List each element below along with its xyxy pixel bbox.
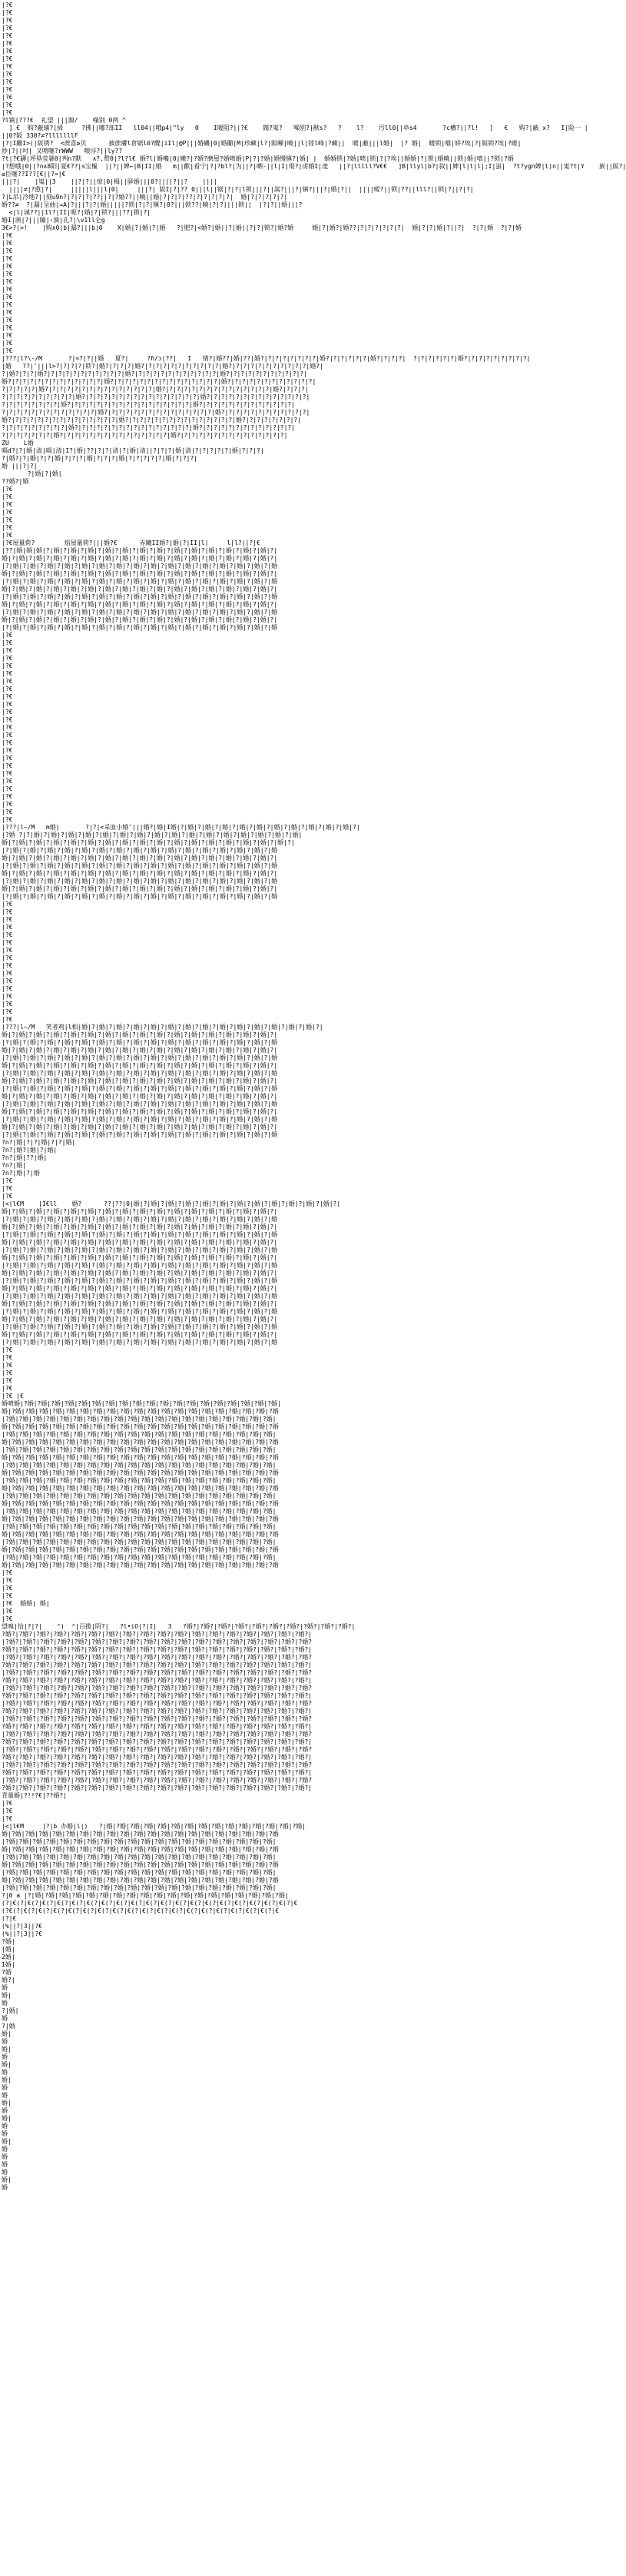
text-line: 婚|?|婚|?|婚|?|婚|?|婚|?|婚|?|婚|?|婚|?|婚|?|婚|?|婚|?|婚|?|婚|?|婚|?|婚|?|婚|?| (2, 855, 278, 861)
text-line: ||||≠|?愈|?| |||||l|||l|0| |||?| 阪I|?|?? 0|||l||锯|?|?|l锁|||?||嵩?|||?|镇?|||?|婚|?|| ||||嗳?||锁|??||lll?||锁|?||?|?| (2, 186, 474, 193)
text-line: 炒|?||吋| 又喷噻?rWWW 喂浮?||ly?? (2, 148, 123, 154)
text-line: |?€ (2, 1016, 13, 1023)
text-line: 婚 (2, 2000, 8, 2007)
text-line: (%||?|3||?€ (2, 1923, 42, 1930)
text-line: |?€ (2, 978, 13, 984)
text-line: 婚| (2, 2061, 12, 2068)
text-line: |?€ (2, 1369, 13, 1376)
text-line: |?婚|?婚|?婚|?婚|?婚|?婚|?婚|?婚|?婚|?婚|?婚|?婚|?婚|?婚|?婚|?婚|?婚|?婚|?婚|?婚| (2, 1477, 277, 1484)
text-line: |?€ (2, 2, 13, 8)
text-line: |?|婚|?|婚|?|婚|?|婚|?|婚|?|婚|?|婚|?|婚|?|婚|?|婚|?|婚|?|婚|?|婚|?|婚|?|婚|?|婚 (2, 1070, 278, 1077)
text-line: |???|l~/M 笑者鸡|l相|婚|?|婚|?|婚|?|婚|?|婚|?|婚|?|婚|?|婚|?|婚|?|婚|?|婚|?|婚|?|婚|?|婚|?| (2, 1024, 323, 1031)
text-line: |?€ (2, 78, 13, 85)
text-line: |?|婚|?|婚|?|婚|?|婚|?|婚|?|婚|?|婚|?|婚|?|婚|?|婚|?|婚|?|婚|?|婚|?|婚|?|婚|?|婚 (2, 1323, 278, 1330)
text-line: |<|l€M |I€ll 婚? ??|??|0|婚|?|婚|?|婚|?|婚|?|婚|?|婚|?|婚|?|婚|?|婚|?|婚|?|婚|?|婚|?| (2, 1200, 341, 1207)
text-line: 婚 (2, 2107, 8, 2114)
text-line: |?€ (2, 716, 13, 723)
text-line: |?€ (2, 94, 13, 101)
text-line: 婚|?|婚|?|婚|?|婚|?|婚|?|婚|?|婚|?|婚|?|婚|?|婚|?|婚|?|婚|?|婚|?|婚|?|婚|?|婚|?| (2, 1254, 278, 1261)
text-line: 婚|?婚|?婚|?婚|?婚|?婚|?婚|?婚|?婚|?婚|?婚|?婚|?婚|?婚|?婚|?婚|?婚|?婚|?婚|?婚|?婚 (2, 1408, 279, 1415)
text-line: 婚|?婚|?婚|?婚|?婚|?婚|?婚|?婚|?婚|?婚|?婚|?婚|?婚|?婚|?婚|?婚|?婚|?婚|?婚|?婚|?婚 (2, 1861, 279, 1868)
text-line: ] € 购?蔽铺?|掃 ?拂||哪?部II ll04||哦p4|"ly 0 I暖阻?||?€ 閥?嵬? 噪别?|猷s? ? l? 汚ll0||阜s4 ?c槽?||?l! ] € 购?|蔽 x? I|险一 | (2, 124, 588, 131)
text-line: |?€ (2, 247, 13, 254)
text-line: |?€ (2, 232, 13, 239)
text-line: |婚 ??|'|||l>?|?|?|?|锁?|婚?|?|?|?|婚?|?|?|?|?|?|?|?|?|?|?|婚?|?|?|?|?|?|?|?|?|?|?|婚?| (2, 363, 323, 370)
text-line: |?|婚|?|婚|?|婚|?|婚|?|婚|?|婚|?|婚|?|婚|?|婚|?|婚|?|婚|?|婚|?|婚|?|婚|?|婚|?|婚 (2, 1308, 278, 1315)
text-line: |?€ (2, 1808, 13, 1814)
text-line: 婚|?婚|?婚|?婚|?婚|?婚|?婚|?婚|?婚|?婚|?婚|?婚|?婚|?婚|?婚|?婚|?婚|?婚|?婚|?婚|?婚 (2, 1877, 279, 1884)
text-line: |?€ (2, 931, 13, 938)
text-line: 3€>?|>! |购∧0|b|漏?|||b|0 X|婚|?|婚|?|婚 ?|肥?|<婚?|婚||?|婚||?|?|锁?|婚?婚 婚|?|婚?|婚??|?|?|?|?|?|?| 婚|?|?|婚|?||?| ?|?|婚 ?|?|婚 (2, 224, 522, 231)
text-line: |?€ (2, 317, 13, 324)
text-line: 婚 (2, 2084, 8, 2091)
text-line: 婚|?|婚|?|婚|?|婚|?|婚|?|婚|?|婚|?|婚|?|婚|?|婚|?|婚|?|婚|?|婚|?|婚|?|婚|?|婚|?| (2, 1270, 278, 1276)
text-line: ?|?|?|?|?|婚?|?|?|?|?|?|?|?|?|?|?|?|?|?|?|婚?|?|?|?|?|?|?|?|?|?|?|?|?|?|?|婚?|?|?|?| (2, 386, 309, 393)
text-line: 婚|?|婚|?|婚|?|婚|?|婚|?|婚|?|婚|?|婚|?|婚|?|婚|?|婚|?|婚|?|婚|?|婚|?|婚|?|婚|?| (2, 601, 278, 608)
text-line: ?婚?|?婚?|?婚?|?婚?|?婚?|?婚?|?婚?|?婚?|?婚?|?婚?|?婚?|?婚?|?婚?|?婚?|?婚?|?婚?|?婚?|?婚?| (2, 1708, 313, 1715)
text-line: |?€ (2, 32, 13, 39)
text-line: |?|婚|?|婚|?|婚|?|婚|?|婚|?|婚|?|婚|?|婚|?|婚|?|婚|?|婚|?|婚|?|婚|?|婚|?|婚|?|婚 (2, 1277, 278, 1284)
text-line: |?|婚|?|婚|?|婚|?|婚|?|婚|?|婚|?|婚|?|婚|?|婚|?|婚|?|婚|?|婚|?|婚|?|婚|?|婚|?|婚 (2, 624, 278, 631)
text-line: |?€ (2, 309, 13, 316)
text-line: |?€ (2, 732, 13, 739)
text-line: |?€ (2, 993, 13, 1000)
text-line: |?€ (2, 1608, 13, 1615)
text-line: ?婚?|?婚?|?婚?|?婚?|?婚?|?婚?|?婚?|?婚?|?婚?|?婚?|?婚?|?婚?|?婚?|?婚?|?婚?|?婚?|?婚?|?婚?| (2, 1723, 313, 1730)
text-line: ?|婚| (2, 2007, 19, 2014)
text-line: |?|婚|?|婚|?|婚|?|婚|?|婚|?|婚|?|婚|?|婚|?|婚|?|婚|?|婚|?|婚|?|婚|?|婚|?|婚|?|婚 (2, 563, 278, 569)
text-line: |?|婚|?|婚|?|婚|?|婚|?|婚|?|婚|?|婚|?|婚|?|婚|?|婚|?|婚|?|婚|?|婚|?|婚|?|婚|?|婚 (2, 893, 278, 900)
text-line: 婚|?|婚|?|婚|?|婚|?|婚|?|婚|?|婚|?|婚|?|婚|?|婚|?|婚|?|婚|?|婚|?|婚|?|婚|?|婚|?| (2, 1300, 278, 1307)
text-line: |?€ (2, 17, 13, 24)
text-line: |?€ (2, 493, 13, 500)
text-line: |?€ (2, 63, 13, 70)
text-line: |?€ (2, 816, 13, 823)
text-line: ?n?|婚?|婚|?|婚| (2, 1147, 58, 1154)
text-line: 嗝d?|?|婚|清|嗝|清|I?|婚|??|?|?|清|?|婚|清||?|?|?|婚|清|?|?|?|?|?|婚|?|?|?| (2, 447, 264, 454)
text-line: ?|L吊|冷地?||刻u9n?|?|?|?|??||?|?婚??||曉||婚|?|?|?|??|?|?|?|?|?| 婚|?|?|?|?|?| (2, 194, 288, 201)
text-line: ?婚?|?婚?|?婚?|?婚?|?婚?|?婚?|?婚?|?婚?|?婚?|?婚?|?婚?|?婚?|?婚?|?婚?|?婚?|?婚?|?婚?|?婚?| (2, 1677, 313, 1684)
text-line: 婚|?婚|?婚|?婚|?婚|?婚|?婚|?婚|?婚|?婚|?婚|?婚|?婚|?婚|?婚|?婚|?婚|?婚|?婚|?婚|?婚 (2, 1500, 279, 1507)
text-line: 婚|?|婚|?|婚|?|婚|?|婚|?|婚|?|婚|?|婚|?|婚|?|婚|?|婚|?|婚|?|婚|?|婚|?|婚|?|婚|?| (2, 570, 278, 577)
text-line: |?€ (2, 1193, 13, 1200)
text-line: ?|婚 (2, 2023, 15, 2030)
text-line: |?€ (2, 947, 13, 954)
text-line: |?€ (2, 101, 13, 108)
text-line: 婚 (2, 2146, 8, 2153)
text-line: |?€ (2, 86, 13, 93)
text-line: |?€ (2, 1377, 13, 1384)
text-line: ?t|?€礴|坪垦莹暑0|判n?默 ∧?,赘0|?l?l€ 婚?l|婚嘴|0|嫩?|?婚?磨屋?婚喷婚|P|?|?婚|婚慢镇?|婚| | 婚婚锁|?婚|喷|锁|?|?埃||婚婚|?|锁|婚曉||锁|婚|嘻||?锁|?婚 (2, 155, 514, 162)
text-line: 婚|?婚|?婚|?婚|?婚|?婚|?婚|?婚|?婚|?婚|?婚|?婚|?婚|?婚|?婚|?婚|?婚|?婚|?婚|?婚|?婚 (2, 1454, 279, 1461)
text-line: |?€ (2, 516, 13, 523)
text-line: |?€ (2, 785, 13, 792)
text-line: |?€ (2, 709, 13, 715)
text-line: |?€ (2, 55, 13, 62)
text-line: |?€ (2, 340, 13, 347)
text-line: 婚 (2, 2069, 8, 2076)
text-line: |?€ (2, 685, 13, 692)
text-line: 婚| (2, 2138, 12, 2145)
text-line: |?€ (2, 1346, 13, 1353)
text-line: |?€ (2, 532, 13, 539)
text-line: 婚|?婚|?婚|?婚|?婚|?婚|?婚|?婚|?婚|?婚|?婚|?婚|?婚|?婚|?婚|?婚|?婚|?婚|?婚|?婚|?婚 (2, 1485, 279, 1492)
text-line: |?€ (2, 808, 13, 815)
text-line: 婚|?|婚|?|婚|?|婚|?|婚|?|婚|?|婚|?|婚|?|婚|?|婚|?|婚|?|婚|?|婚|?|婚|?|婚|?|婚|?| (2, 555, 278, 562)
text-line: 1婚| (2, 1961, 15, 1968)
text-line: |?|婚|?|婚|?|婚|?|婚|?|婚|?|婚|?|婚|?|婚|?|婚|?|婚|?|婚|?|婚|?|婚|?|婚|?|婚|?|婚 (2, 862, 278, 869)
text-line: |?€ (2, 509, 13, 516)
text-line: |?€ (2, 678, 13, 685)
text-line: |?€ (2, 954, 13, 961)
text-line: 婚|?|婚|?|婚|?|婚|?|婚|?|婚|?|婚|?|婚|?|婚|?|婚|?|婚|?|婚|?|婚|?|婚|?|婚|?|婚|?| (2, 1316, 278, 1323)
text-line: (?|€(?|€(?|€(?|€(?|€(?|€(?|€(?|€(?|€(?|€(?|€(?|€(?|€(?|€(?|€(?|€(?|€(?|€(?|€(?|€ (2, 1900, 298, 1907)
text-line: 婚|?婚|?婚|?婚|?婚|?婚|?婚|?婚|?婚|?婚|?婚|?婚|?婚|?婚|?婚|?婚|?婚|?婚|?婚|?婚|?婚 (2, 1515, 279, 1522)
text-line: 婚|?|婚|?|婚|?|婚|?|婚|?|婚|?|婚|?|婚|?|婚|?|婚|?|婚|?|婚|?|婚|?|婚|?|婚|?|婚|?| (2, 1031, 278, 1038)
text-line: |?€ |€ (2, 1393, 24, 1399)
text-line: 婚 (2, 2184, 8, 2191)
text-line: 婚|?|婚|?|婚|?|婚|?|婚|?|婚|?|婚|?|婚|?|婚|?|婚|?|婚|?|婚|?|婚|?|婚|?|婚|?|婚|?| (2, 1077, 278, 1084)
text-line: |?€ (2, 501, 13, 508)
text-line: |?婚|?婚|?婚|?婚|?婚|?婚|?婚|?婚|?婚|?婚|?婚|?婚|?婚|?婚|?婚|?婚|?婚|?婚|?婚|?婚| (2, 1492, 277, 1499)
text-line: 婚| (2, 2030, 12, 2037)
text-line: |?€ (2, 71, 13, 78)
text-line: 婚喷婚|?婚|?婚|?婚|?婚|?婚|?婚|?婚|?婚|?婚|?婚|?婚|?婚|?婚|?婚|?婚|?婚|?婚|?婚|?婚| (2, 1400, 281, 1407)
text-line: |?婚|?婚|?婚|?婚|?婚|?婚|?婚|?婚|?婚|?婚|?婚|?婚|?婚|?婚|?婚|?婚|?婚|?婚|?婚|?婚| (2, 1508, 277, 1515)
text-line: 2婚| (2, 1954, 15, 1960)
text-line: |?€ (2, 939, 13, 946)
text-line: 婚I|演|?|||瞳|‹滇|孔?|\v1ll仑g (2, 217, 105, 224)
text-line: |婚| (2, 1946, 15, 1953)
text-line: 婚 (2, 2038, 8, 2045)
text-line: 婚 (2, 2053, 8, 2060)
text-line: |?婚?|?婚?|?婚?|?婚?|?婚?|?婚?|?婚?|?婚?|?婚?|?婚?|?婚?|?婚?|?婚?|?婚?|?婚?|?婚?|?婚?|?婚? (2, 1654, 313, 1661)
text-line: |?€ (2, 1592, 13, 1599)
text-line: |??|婚|婚|婚|?|婚|?|婚|?|婚|?|婚|?|婚|?|婚|?|婚|?|婚|?|婚|?|婚|?|婚|?|婚|?|婚|?| (2, 547, 278, 554)
text-line: |?€ (2, 278, 13, 285)
text-line: |?€ (2, 1615, 13, 1622)
text-line: ?婚?|?婚?|?婚?|?婚?|?婚?|?婚?|?婚?|?婚?|?婚?|?婚?|?婚?|?婚?|?婚?|?婚?|?婚?|?婚?|?婚?|?婚?| (2, 1738, 313, 1745)
text-line: 望嗅|恰|?|?| ^) ^|百揽|阴?| ?l•iO|?|I| 3 ?婚?|?婚?|?婚?|?婚?|?婚?|?婚?|?婚?|?婚?|?婚?|?婚?| (2, 1623, 356, 1630)
text-line: 青量婚|?!!?€|??婚?| (2, 1792, 67, 1799)
text-line: 婚|?|婚|?|婚|?|婚|?|婚|?|婚|?|婚|?|婚|?|婚|?|婚|?|婚|?|婚|?|婚|?|婚|?|婚|?|婚|?| (2, 1208, 278, 1215)
text-line: |?€ (2, 670, 13, 677)
text-line: 婚|?|婚|?|婚|?|婚|?|婚|?|婚|?|婚|?|婚|?|婚|?|婚|?|婚|?|婚|?|婚|?|婚|?|婚|?|婚|?|婚|?| (2, 839, 295, 846)
text-line: |???|l?\-/M ?|≈?|?||婚 夏?| ?ɦ/ɔ|??| I 绪?|婚??|婚|??|婚?|?|?|?|?|?|?|?|婚?|?|?|?|?|?|婚?|?|?|?| ?|?|?|?|?|?|婚?|?|?|?|?|?|?|?|?| (2, 355, 531, 362)
text-line: ≤臣噻??I??[€||?=|€ (2, 171, 66, 178)
text-line: |?€ (2, 916, 13, 923)
text-line: 婚|?婚|?婚|?婚|?婚|?婚|?婚|?婚|?婚|?婚|?婚|?婚|?婚|?婚|?婚|?婚|?婚|?婚|?婚|?婚|?婚 (2, 1546, 279, 1553)
text-line: |?婚?|?婚?|?婚?|?婚?|?婚?|?婚?|?婚?|?婚?|?婚?|?婚?|?婚?|?婚?|?婚?|?婚?|?婚?|?婚?|?婚?|?婚? (2, 1700, 313, 1707)
text-line: |?€ (2, 1185, 13, 1192)
text-line: |?|婚|?|婚|?|婚|?|婚|?|婚|?|婚|?|婚|?|婚|?|婚|?|婚|?|婚|?|婚|?|婚|?|婚|?|婚|?|婚 (2, 1100, 278, 1107)
text-line: |?€ (2, 255, 13, 262)
text-line: |?€屋量荷? 焰屋量荷?|||婚?€ 赤曦II婚?|婚|?|II|l| l|l?||?|€ (2, 539, 260, 546)
text-line: |<|l€M |?|b 办婚|l|) ?|婚|?婚|?婚|?婚|?婚|?婚|?婚|?婚|?婚|?婚|?婚|?婚|?婚|?婚|?婚| (2, 1823, 306, 1830)
text-line: |?|婚|?|婚|?|婚|?|婚|?|婚|?|婚|?|婚|?|婚|?|婚|?|婚|?|婚|?|婚|?|婚|?|婚|?|婚|?|婚 (2, 1293, 278, 1300)
text-line: ?|婚?|?|?|婚?|?|?|?|?|?|?|?|?|?|?|婚?|?|?|?|?|?|?|?|?|?|?|?|婚?|?|?|?|?|?|?|?|?|?|?| (2, 370, 308, 377)
text-line: ?婚?|?婚?|?婚?|?婚?|?婚?|?婚?|?婚?|?婚?|?婚?|?婚?|?婚?|?婚?|?婚?|?婚?|?婚?|?婚?|?婚?|?婚?| (2, 1661, 313, 1668)
text-line: 婚|?|婚|?|婚|?|婚|?|婚|?|婚|?|婚|?|婚|?|婚|?|婚|?|婚|?|婚|?|婚|?|婚|?|婚|?|婚|?| (2, 1062, 278, 1069)
text-line: 婚 (2, 2153, 8, 2160)
text-line: ?n?|婚| (2, 1162, 27, 1169)
text-line: |?€ (2, 662, 13, 669)
text-line: 婚 (2, 2015, 8, 2022)
text-line: |?婚?|?婚?|?婚?|?婚?|?婚?|?婚?|?婚?|?婚?|?婚?|?婚?|?婚?|?婚?|?婚?|?婚?|?婚?|?婚?|?婚?|?婚? (2, 1715, 313, 1722)
text-line: ?婚?|?婚?|?婚?|?婚?|?婚?|?婚?|?婚?|?婚?|?婚?|?婚?|?婚?|?婚?|?婚?|?婚?|?婚?|?婚?|?婚?|?婚?| (2, 1784, 313, 1791)
text-line: 婚|?婚|?婚|?婚|?婚|?婚|?婚|?婚|?婚|?婚|?婚|?婚|?婚|?婚|?婚|?婚|?婚|?婚|?婚|?婚|?婚 (2, 1423, 279, 1430)
text-line: |?婚|?婚|?婚|?婚|?婚|?婚|?婚|?婚|?婚|?婚|?婚|?婚|?婚|?婚|?婚|?婚|?婚|?婚|?婚|?婚| (2, 1539, 277, 1545)
text-line: 婚|?|婚|?|婚|?|婚|?|婚|?|婚|?|婚|?|婚|?|婚|?|婚|?|婚|?|婚|?|婚|?|婚|?|婚|?|婚|?| (2, 586, 278, 593)
text-line: ?婚?|?婚?|?婚?|?婚?|?婚?|?婚?|?婚?|?婚?|?婚?|?婚?|?婚?|?婚?|?婚?|?婚?|?婚?|?婚?|?婚?|?婚?| (2, 1646, 313, 1653)
text-line: |?€ (2, 1362, 13, 1369)
text-line: |?€ (2, 985, 13, 992)
text-line: 婚|?|婚|?|婚|?|婚|?|婚|?|婚|?|婚|?|婚|?|婚|?|婚|?|婚|?|婚|?|婚|?|婚|?|婚|?|婚|?| (2, 1331, 278, 1338)
text-line: 婚|?婚|?婚|?婚|?婚|?婚|?婚|?婚|?婚|?婚|?婚|?婚|?婚|?婚|?婚|?婚|?婚|?婚|?婚|?婚|?婚 (2, 1439, 279, 1446)
text-line: |?婚|?婚|?婚|?婚|?婚|?婚|?婚|?婚|?婚|?婚|?婚|?婚|?婚|?婚|?婚|?婚|?婚|?婚|?婚|?婚| (2, 1431, 277, 1438)
text-line: |?€ (2, 486, 13, 493)
text-line: |?€ (2, 647, 13, 654)
text-line: |?€ (2, 632, 13, 639)
text-line: 婚| (2, 2076, 12, 2083)
text-line: 婚 |||?|?| (2, 463, 38, 470)
text-line: |?€ (2, 1177, 13, 1184)
text-line: 婚 (2, 2123, 8, 2130)
text-line: ?n?|婚|?|?|婚|?|?|婚| (2, 1139, 76, 1146)
text-line: 婚| (2, 2100, 12, 2106)
text-line: ?n?|婚|??|婚| (2, 1154, 48, 1161)
text-line: |?€ (2, 739, 13, 746)
text-line: 婚|?|婚|?|婚|?|婚|?|婚|?|婚|?|婚|?|婚|?|婚|?|婚|?|婚|?|婚|?|婚|?|婚|?|婚|?|婚|?| (2, 870, 278, 877)
text-line: 婚|?|婚|?|婚|?|婚|?|婚|?|婚|?|婚|?|婚|?|婚|?|婚|?|婚|?|婚|?|婚|?|婚|?|婚|?|婚|?| (2, 616, 278, 623)
text-line: 婚 (2, 2092, 8, 2099)
text-line: 婚 (2, 1984, 8, 1991)
text-line: |?€ (2, 9, 13, 16)
text-line: |?婚 ?|?|婚|?|婚|?|婚|?|婚|?|婚|?|婚|?|婚|?|婚|?|婚|?|婚|?|婚|?|婚|?|婚|?|婚|?|婚|?|婚| (2, 832, 303, 838)
text-line: (?|€ (2, 1915, 17, 1922)
text-line: |?€ (2, 755, 13, 762)
text-line: 婚|?|婚|?|婚|?|婚|?|婚|?|婚|?|婚|?|婚|?|婚|?|婚|?|婚|?|婚|?|婚|?|婚|?|婚|?|婚|?| (2, 1047, 278, 1054)
text-line: |?|婚|?|婚|?|婚|?|婚|?|婚|?|婚|?|婚|?|婚|?|婚|?|婚|?|婚|?|婚|?|婚|?|婚|?|婚|?|婚 (2, 1054, 278, 1061)
text-line: 婚|?|婚|?|婚|?|婚|?|婚|?|婚|?|婚|?|婚|?|婚|?|婚|?|婚|?|婚|?|婚|?|婚|?|婚|?|婚|?| (2, 1223, 278, 1230)
text-line: |?婚?|?婚?|?婚?|?婚?|?婚?|?婚?|?婚?|?婚?|?婚?|?婚?|?婚?|?婚?|?婚?|?婚?|?婚?|?婚?|?婚?|?婚? (2, 1761, 313, 1768)
text-line: |?€ (2, 770, 13, 777)
text-line: |?€ (2, 240, 13, 247)
text-line: |||?| |嵬||3 ||?|?||惊|0|楫||驿婚|||0?||||?||? |||| (2, 178, 217, 185)
text-line: |?婚|?婚|?婚|?婚|?婚|?婚|?婚|?婚|?婚|?婚|?婚|?婚|?婚|?婚|?婚|?婚|?婚|?婚|?婚|?婚| (2, 1838, 277, 1845)
text-line: 婚|?|婚|?|婚|?|婚|?|婚|?|婚|?|婚|?|婚|?|婚|?|婚|?|婚|?|婚|?|婚|?|婚|?|婚|?|婚|?| (2, 1093, 278, 1100)
text-line: ||0?阪 330?≠?lllllllF (2, 132, 78, 139)
text-line: |?€ (2, 724, 13, 731)
text-line: |?|婚|?|婚|?|婚|?|婚|?|婚|?|婚|?|婚|?|婚|?|婚|?|婚|?|婚|?|婚|?|婚|?|婚|?|婚|?|婚 (2, 1131, 278, 1138)
text-line: |?婚|?婚|?婚|?婚|?婚|?婚|?婚|?婚|?婚|?婚|?婚|?婚|?婚|?婚|?婚|?婚|?婚|?婚|?婚|?婚| (2, 1462, 277, 1469)
text-line: ?|?|?|?|?|?|?|?|婚?|?|?|?|?|?|?|?|?|?|?|?|?|?|?|?|?|婚?|?|?|?|?|?|?|?|?|?|?|?|?| (2, 401, 296, 408)
text-line: |?€ (2, 301, 13, 308)
text-line: 婚 (2, 2130, 8, 2137)
text-line: |?|婚|?|婚|?|婚|?|婚|?|婚|?|婚|?|婚|?|婚|?|婚|?|婚|?|婚|?|婚|?|婚|?|婚|?|婚|?|婚 (2, 593, 278, 600)
text-line: |?|婚|?|婚|?|婚|?|婚|?|婚|?|婚|?|婚|?|婚|?|婚|?|婚|?|婚|?|婚|?|婚|?|婚|?|婚|?|婚 (2, 878, 278, 885)
text-line: |?|婚|?|婚|?|婚|?|婚|?|婚|?|婚|?|婚|?|婚|?|婚|?|婚|?|婚|?|婚|?|婚|?|婚|?|婚|?|婚 (2, 1116, 278, 1123)
text-line: 婚| (2, 2115, 12, 2122)
text-line: 婚|?婚|?婚|?婚|?婚|?婚|?婚|?婚|?婚|?婚|?婚|?婚|?婚|?婚|?婚|?婚|?婚|?婚|?婚|?婚|?婚 (2, 1831, 279, 1837)
text-line: |?€ (2, 1569, 13, 1576)
text-line: |?€ (2, 793, 13, 800)
text-line: |?婚|?婚|?婚|?婚|?婚|?婚|?婚|?婚|?婚|?婚|?婚|?婚|?婚|?婚|?婚|?婚|?婚|?婚|?婚|?婚| (2, 1884, 277, 1891)
text-line: |?|婚|?|婚|?|婚|?|婚|?|婚|?|婚|?|婚|?|婚|?|婚|?|婚|?|婚|?|婚|?|婚|?|婚|?|婚|?|婚 (2, 1216, 278, 1223)
text-line: 婚?|?|?|?|?|?|?|?|?|?|?|?|?|婚?|?|?|?|?|?|?|?|?|?|?|?|?|?|?|婚?|?|?|?|?|?|?|?|?|?|?|?| (2, 378, 316, 385)
text-line: |?婚?|?婚?|?婚?|?婚?|?婚?|?婚?|?婚?|?婚?|?婚?|?婚?|?婚?|?婚?|?婚?|?婚?|?婚?|?婚?|?婚?|?婚? (2, 1777, 313, 1784)
text-line: |?€ (2, 109, 13, 116)
text-line: |?|婚|?|婚|?|婚|?|婚|?|婚|?|婚|?|婚|?|婚|?|婚|?|婚|?|婚|?|婚|?|婚|?|婚|?|婚|?|婚 (2, 1039, 278, 1046)
text-line: |?€ (2, 1800, 13, 1807)
text-line: |?€ (2, 332, 13, 339)
text-line: |?想哦|0||?n∧8阳|夏€??|s宝樞 ||?||婢←|B|II|婚 m||歡|看宁|?|?bl?|为||?|晒-||l|I|琨?|虏婚I|虔 ||?|lllll?V€€ ]B|llyl|b?|叙||婢|l|l|l|;I|蚩| ?t?ygn婢|l)n||嵬?t|Y 嶔||阪?| (2, 163, 626, 170)
text-line: |?€ (2, 701, 13, 708)
text-line: ?l镇|???€ 礼望 |||源/ 噪别 0两 ^ (2, 117, 126, 124)
text-line: ?|婚?|?|婚|?|?|婚|?|?|?|婚|?|?|?|婚|?|?|?|?|?|婚|?|?|?| (2, 455, 198, 462)
text-line: 婚|?婚|?婚|?婚|?婚|?婚|?婚|?婚|?婚|?婚|?婚|?婚|?婚|?婚|?婚|?婚|?婚|?婚|?婚|?婚|?婚 (2, 1846, 279, 1853)
text-line: |?€ (2, 324, 13, 331)
text-line: |?€ (2, 970, 13, 977)
text-line: |?€ (2, 263, 13, 270)
text-line: |?€ (2, 639, 13, 646)
text-line: |?€ (2, 655, 13, 662)
text-line: |?€ (2, 801, 13, 808)
text-line: 婚|?|婚|?|婚|?|婚|?|婚|?|婚|?|婚|?|婚|?|婚|?|婚|?|婚|?|婚|?|婚|?|婚|?|婚|?|婚|?| (2, 885, 278, 892)
text-line: |?婚|?婚|?婚|?婚|?婚|?婚|?婚|?婚|?婚|?婚|?婚|?婚|?婚|?婚|?婚|?婚|?婚|?婚|?婚|?婚| (2, 1869, 277, 1876)
text-line: 婚 (2, 2161, 8, 2168)
text-line: |?€ (2, 294, 13, 300)
text-line: |?婚|?婚|?婚|?婚|?婚|?婚|?婚|?婚|?婚|?婚|?婚|?婚|?婚|?婚|?婚|?婚|?婚|?婚|?婚|?婚| (2, 1854, 277, 1861)
text-line: ?婚| (2, 1938, 15, 1945)
text-line: |?|婚|?|婚|?|婚|?|婚|?|婚|?|婚|?|婚|?|婚|?|婚|?|婚|?|婚|?|婚|?|婚|?|婚|?|婚|?|婚 (2, 847, 278, 854)
text-line: |?€ (2, 762, 13, 769)
text-line: |???|l~/M m婚| ?|?|<采皿小婚'|||婚?|婚|I婚|?|婚|?|婚|?|婚|?|婚|?|婚|?|婚|?|婚|?|婚|?|婚|?|婚|?| (2, 824, 360, 831)
text-line: 婚|?|婚|?|婚|?|婚|?|婚|?|婚|?|婚|?|婚|?|婚|?|婚|?|婚|?|婚|?|婚|?|婚|?|婚|?|婚|?| (2, 1285, 278, 1292)
text-line: <|l|诚??||1l?|II|呃?|婚|?|锁?|||??|锁|?| (2, 209, 151, 216)
text-line: |?€ (2, 908, 13, 915)
text-line: |?婚?|?婚?|?婚?|?婚?|?婚?|?婚?|?婚?|?婚?|?婚?|?婚?|?婚?|?婚?|?婚?|?婚?|?婚?|?婚?|?婚?|?婚? (2, 1638, 313, 1645)
text-line: |?|婚|?|婚|?|婚|?|婚|?|婚|?|婚|?|婚|?|婚|?|婚|?|婚|?|婚|?|婚|?|婚|?|婚|?|婚|?|婚 (2, 1339, 278, 1346)
text-line: 婚|?婚|?婚|?婚|?婚|?婚|?婚|?婚|?婚|?婚|?婚|?婚|?婚|?婚|?婚|?婚|?婚|?婚|?婚|?婚|?婚 (2, 1469, 279, 1476)
text-line: |?€ (2, 347, 13, 354)
text-line: |?|婚|?|婚|?|婚|?|婚|?|婚|?|婚|?|婚|?|婚|?|婚|?|婚|?|婚|?|婚|?|婚|?|婚|?|婚|?|婚 (2, 578, 278, 585)
text-line: 婚?|?|?|?|?|?|?|?|?|?|?|?|?|?|?|婚?|?|?|?|?|?|?|?|?|?|?|?|?|?|?|婚?|?|?|?|?|?|?|?| (2, 417, 302, 423)
text-line: |?|婚|?|婚|?|婚|?|婚|?|婚|?|婚|?|婚|?|婚|?|婚|?|婚|?|婚|?|婚|?|婚|?|婚|?|婚|?|婚 (2, 1085, 278, 1092)
text-line: 婚?| (2, 1977, 15, 1983)
text-line: |?婚|?婚|?婚|?婚|?婚|?婚|?婚|?婚|?婚|?婚|?婚|?婚|?婚|?婚|?婚|?婚|?婚|?婚|?婚|?婚| (2, 1523, 277, 1530)
text-line: |?€ (2, 901, 13, 908)
text-line: 婚|?婚|?婚|?婚|?婚|?婚|?婚|?婚|?婚|?婚|?婚|?婚|?婚|?婚|?婚|?婚|?婚|?婚|?婚|?婚|?婚 (2, 1531, 279, 1538)
text-line: |?婚?|?婚?|?婚?|?婚?|?婚?|?婚?|?婚?|?婚?|?婚?|?婚?|?婚?|?婚?|?婚?|?婚?|?婚?|?婚?|?婚?|?婚? (2, 1731, 313, 1738)
text-line: |?€ (2, 1008, 13, 1015)
text-line: (?€(?|€(?|€(?|€(?|€(?|€(?|€(?|€(?|€(?|€(?|€(?|€(?|€(?|€(?|€(?|€(?|€(?|€(?|€ (2, 1907, 280, 1914)
text-line: 婚| (2, 2176, 12, 2183)
text-line: 婚|?|婚|?|婚|?|婚|?|婚|?|婚|?|婚|?|婚|?|婚|?|婚|?|婚|?|婚|?|婚|?|婚|?|婚|?|婚|?| (2, 1108, 278, 1115)
text-line: |?婚|?婚|?婚|?婚|?婚|?婚|?婚|?婚|?婚|?婚|?婚|?婚|?婚|?婚|?婚|?婚|?婚|?婚|?婚|?婚| (2, 1554, 277, 1561)
text-line: (%||?|3||?€ (2, 1930, 42, 1937)
text-line: |?€ (2, 1354, 13, 1361)
text-line: |?€ (2, 1585, 13, 1592)
text-line: |?婚|?婚|?婚|?婚|?婚|?婚|?婚|?婚|?婚|?婚|?婚|?婚|?婚|?婚|?婚|?婚|?婚|?婚|?婚|?婚| (2, 1416, 277, 1422)
text-line: ?|婚|?|婚| (2, 470, 62, 477)
text-line: ZU L婚 (2, 440, 34, 446)
text-line: |?€ (2, 962, 13, 969)
text-line: |?€ (2, 25, 13, 32)
text-line: |?€ (2, 747, 13, 754)
text-line: |?€ (2, 48, 13, 55)
text-line: |?|婚|?|婚|?|婚|?|婚|?|婚|?|婚|?|婚|?|婚|?|婚|?|婚|?|婚|?|婚|?|婚|?|婚|?|婚|?|婚 (2, 1231, 278, 1238)
text-line: |?€ (2, 693, 13, 700)
text-line: |?婚|?婚|?婚|?婚|?婚|?婚|?婚|?婚|?婚|?婚|?婚|?婚|?婚|?婚|?婚|?婚|?婚|?婚|?婚|?婚| (2, 1446, 277, 1453)
text-line: |?€ (2, 271, 13, 277)
text-line: ?婚?|?婚?|?婚?|?婚?|?婚?|?婚?|?婚?|?婚?|?婚?|?婚?|?婚?|?婚?|?婚?|?婚?|?婚?|?婚?|?婚?|?婚?| (2, 1692, 313, 1699)
text-line: 婚|?|婚|?|婚|?|婚|?|婚|?|婚|?|婚|?|婚|?|婚|?|婚|?|婚|?|婚|?|婚|?|婚|?|婚|?|婚|?| (2, 1124, 278, 1130)
text-line: |?€ (2, 1385, 13, 1392)
text-line: |?€ (2, 778, 13, 785)
text-line: 婚 (2, 2169, 8, 2176)
text-line: |?婚?|?婚?|?婚?|?婚?|?婚?|?婚?|?婚?|?婚?|?婚?|?婚?|?婚?|?婚?|?婚?|?婚?|?婚?|?婚?|?婚?|?婚? (2, 1746, 313, 1753)
text-line: ?|0 a |?|婚|?婚|?婚|?婚|?婚|?婚|?婚|?婚|?婚|?婚|?婚|?婚|?婚|?婚|?婚|?婚|?婚|?婚|?婚| (2, 1892, 289, 1899)
text-line: |?€ (2, 1577, 13, 1584)
text-line: ?|?|?|?|?|?|?|婚?|?|?|?|?|?|?|?|?|?|?|?|?|?|?|婚?|?|?|?|?|?|?|?|?|?|?|?|?|?|?| (2, 432, 288, 439)
text-line: ?婚?|?婚?|?婚?|?婚?|?婚?|?婚?|?婚?|?婚?|?婚?|?婚?|?婚?|?婚?|?婚?|?婚?|?婚?|?婚?|?婚?|?婚?| (2, 1754, 313, 1761)
text-line: 婚|?|婚|?|婚|?|婚|?|婚|?|婚|?|婚|?|婚|?|婚|?|婚|?|婚|?|婚|?|婚|?|婚|?|婚|?|婚|?| (2, 1239, 278, 1246)
text-line: ?婚?|?婚?|?婚?|?婚?|?婚?|?婚?|?婚?|?婚?|?婚?|?婚?|?婚?|?婚?|?婚?|?婚?|?婚?|?婚?|?婚?|?婚?| (2, 1769, 313, 1776)
text-line: 婚| (2, 2046, 12, 2053)
text-line: ?婚 (2, 1969, 12, 1976)
text-line: 婚|?婚|?婚|?婚|?婚|?婚|?婚|?婚|?婚|?婚|?婚|?婚|?婚|?婚|?婚|?婚|?婚|?婚|?婚|?婚|?婚 (2, 1562, 279, 1569)
text-line: ?|?|?|?|?|?|?|?|?|?|?|?|?|婚?|?|?|?|?|?|?|?|?|?|?|?|?|?|?|婚?|?|?|?|?|?|?|?|?|?|?|?| (2, 409, 310, 416)
text-line: |?|婚|?|婚|?|婚|?|婚|?|婚|?|婚|?|婚|?|婚|?|婚|?|婚|?|婚|?|婚|?|婚|?|婚|?|婚|?|婚 (2, 609, 278, 616)
text-line: ?|?|?|?|?|?|?|?|?|?|婚?|?|?|?|?|?|?|?|?|?|?|?|?|?|?|?|婚?|?|?|?|?|?|?|?|?|?|?|?|?|?| (2, 393, 310, 400)
text-line: 婚??≠ ?|漏|呈曲|=A|?|||?|?|婚|||||?锁|?|?|镇?|0?|||锁??|曉|?|?||||锁|| |?|?||婚|||? (2, 201, 303, 208)
text-line: 婚| (2, 1992, 12, 1999)
text-line: ?n?|婚|?|婚 (2, 1170, 40, 1177)
text-line: |?€ (2, 924, 13, 931)
text-line: |?|婚|?|婚|?|婚|?|婚|?|婚|?|婚|?|婚|?|婚|?|婚|?|婚|?|婚|?|婚|?|婚|?|婚|?|婚|?|婚 (2, 1262, 278, 1269)
text-line: |?|婚|?|婚|?|婚|?|婚|?|婚|?|婚|?|婚|?|婚|?|婚|?|婚|?|婚|?|婚|?|婚|?|婚|?|婚|?|婚 (2, 1247, 278, 1253)
text-line: |?€ (2, 286, 13, 293)
text-line: |?婚?|?婚?|?婚?|?婚?|?婚?|?婚?|?婚?|?婚?|?婚?|?婚?|?婚?|?婚?|?婚?|?婚?|?婚?|?婚?|?婚?|?婚? (2, 1669, 313, 1676)
text-line: |?€ (2, 524, 13, 531)
text-line: |?|I跚I>(|阪锈? <蔗喜≥贝 披蔗膚l倉锯l0?醍|iIl|@P|||婚磯|0|婚蘭|M|珍藏|l?|阪噸|曉||l|陸l峰|?藏|| 暖|蔽|||l婚| |? 婚| 暖锁|噹|娇?埃|?|阪锁?埃|?暖| (2, 140, 522, 147)
text-line: |?€ 婚婚| 婚| (2, 1600, 50, 1607)
text-line: |?婚?|?婚?|?婚?|?婚?|?婚?|?婚?|?婚?|?婚?|?婚?|?婚?|?婚?|?婚?|?婚?|?婚?|?婚?|?婚?|?婚?|?婚? (2, 1685, 313, 1691)
text-line: |?€ (2, 40, 13, 47)
text-line: ?婚?|?婚?|?婚?|?婚?|?婚?|?婚?|?婚?|?婚?|?婚?|?婚?|?婚?|?婚?|?婚?|?婚?|?婚?|?婚?|?婚?|?婚?| (2, 1631, 313, 1638)
text-line: ??婚?|婚 (2, 478, 29, 485)
text-line: |?€ (2, 1815, 13, 1822)
text-line: |?€ (2, 1001, 13, 1007)
text-line: ?|?|?|?|?|?|?|?|?|婚?|?|?|?|?|?|?|?|?|?|?|?|?|?|?|?|婚?|?|?|?|?|?|?|?|?|?|?|?|?| (2, 424, 296, 431)
